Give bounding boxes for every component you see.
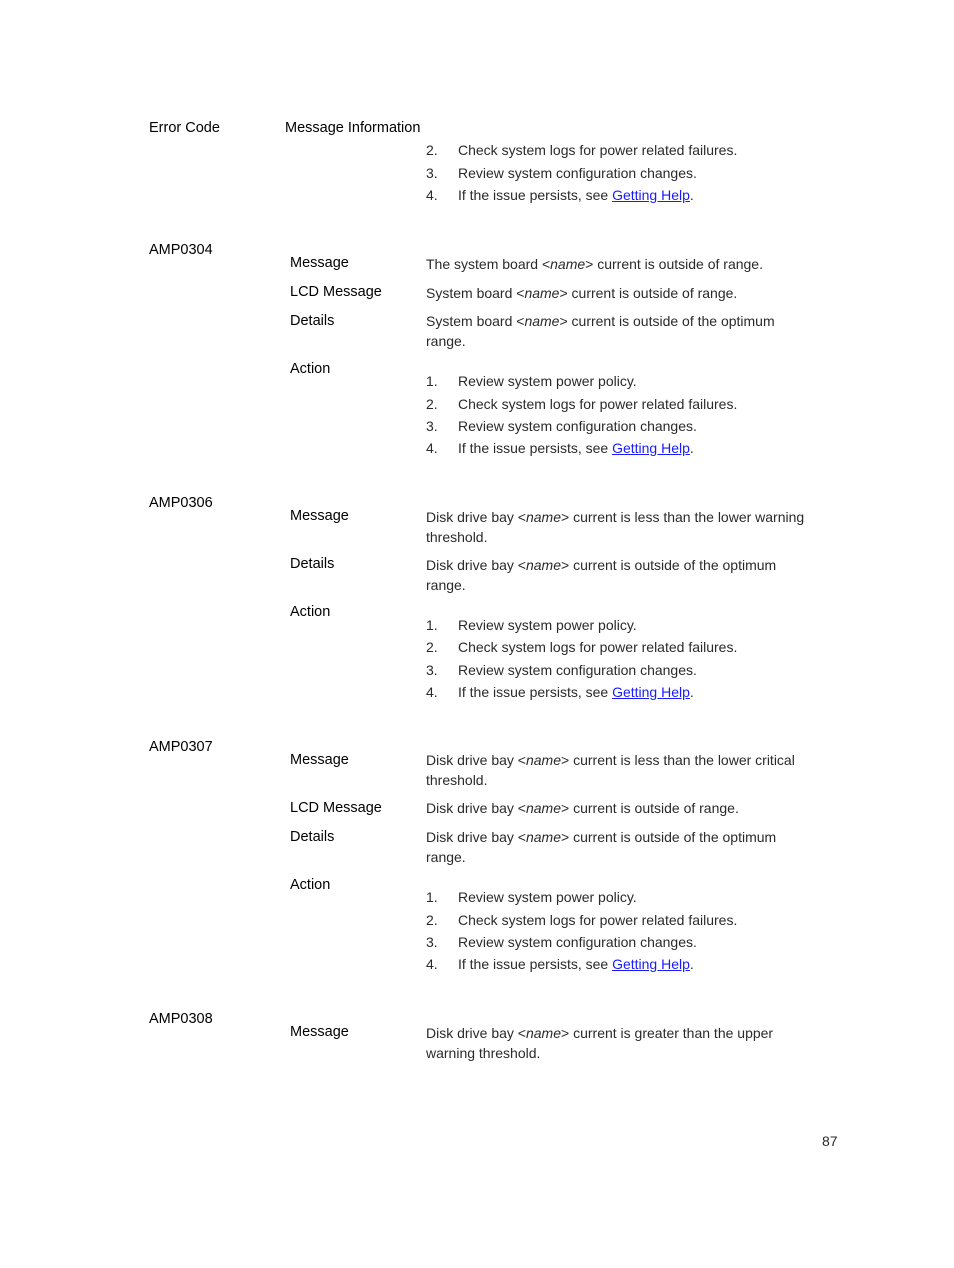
step-text: Check system logs for power related failures.	[458, 639, 738, 655]
field-label-action: Action	[290, 877, 331, 893]
getting-help-link[interactable]: Getting Help	[612, 684, 690, 700]
field-value-message: Disk drive bay <name> current is greater than the upper warning threshold.	[426, 1025, 774, 1061]
step-number: 3.	[426, 934, 438, 950]
step-number: 4.	[426, 187, 438, 203]
step-text: Check system logs for power related failures.	[458, 142, 738, 158]
step-text: Review system configuration changes.	[458, 934, 697, 950]
step-text-after: .	[689, 684, 694, 700]
step-text-with-link	[458, 440, 694, 456]
error-code: AMP0308	[149, 1011, 213, 1027]
step-text: Review system configuration changes.	[458, 165, 697, 181]
field-label-message: Message	[290, 1024, 349, 1040]
step-text: Check system logs for power related failures.	[458, 396, 738, 412]
field-label-details: Details	[290, 829, 335, 845]
getting-help-link[interactable]: Getting Help	[612, 187, 690, 203]
step-text: If the issue persists, see	[458, 187, 613, 203]
field-value-message: Disk drive bay <name> current is less than the lower critical threshold.	[426, 752, 795, 788]
field-label-message: Message	[290, 255, 349, 271]
error-code: AMP0304	[149, 242, 213, 258]
step-text-after: .	[689, 187, 694, 203]
step-text: If the issue persists, see	[458, 440, 613, 456]
field-label-action: Action	[290, 361, 331, 377]
page-number: 87	[822, 1133, 838, 1149]
step-text: Review system power policy.	[458, 617, 637, 633]
step-number: 3.	[426, 662, 438, 678]
step-text: Check system logs for power related failures.	[458, 912, 738, 928]
step-number: 1.	[426, 373, 438, 389]
field-value-message: Disk drive bay <name> current is less than the lower warning threshold.	[426, 509, 805, 545]
field-label-action: Action	[290, 604, 331, 620]
column-header-message-information: Message Information	[285, 120, 421, 136]
step-number: 1.	[426, 889, 438, 905]
step-text-with-link	[458, 187, 694, 203]
field-value-details: Disk drive bay <name> current is outside of the optimum range.	[426, 557, 777, 593]
field-value-details: System board <name> current is outside of the optimum range.	[426, 313, 775, 349]
step-text: Review system power policy.	[458, 889, 637, 905]
step-number: 4.	[426, 684, 438, 700]
step-number: 3.	[426, 165, 438, 181]
field-label-details: Details	[290, 313, 335, 329]
field-value-lcd-message: System board <name> current is outside of range.	[426, 285, 738, 301]
step-text-with-link	[458, 684, 694, 700]
error-code: AMP0306	[149, 495, 213, 511]
step-number: 2.	[426, 912, 438, 928]
step-text: Review system configuration changes.	[458, 418, 697, 434]
step-number: 2.	[426, 142, 438, 158]
field-value-message: The system board <name> current is outside of range.	[426, 256, 763, 272]
step-text: Review system configuration changes.	[458, 662, 697, 678]
step-number: 3.	[426, 418, 438, 434]
field-label-lcd-message: LCD Message	[290, 284, 382, 300]
step-number: 2.	[426, 396, 438, 412]
step-number: 2.	[426, 639, 438, 655]
step-text-with-link	[458, 956, 694, 972]
field-label-lcd-message: LCD Message	[290, 800, 382, 816]
getting-help-link[interactable]: Getting Help	[612, 440, 690, 456]
field-value-details: Disk drive bay <name> current is outside of the optimum range.	[426, 829, 777, 865]
field-value-lcd-message: Disk drive bay <name> current is outside of range.	[426, 800, 739, 816]
step-number: 1.	[426, 617, 438, 633]
step-number: 4.	[426, 440, 438, 456]
step-number: 4.	[426, 956, 438, 972]
column-header-error-code: Error Code	[149, 120, 220, 136]
step-text: Review system power policy.	[458, 373, 637, 389]
step-text: If the issue persists, see	[458, 684, 613, 700]
step-text-after: .	[689, 440, 694, 456]
field-label-details: Details	[290, 556, 335, 572]
getting-help-link[interactable]: Getting Help	[612, 956, 690, 972]
field-label-message: Message	[290, 752, 349, 768]
step-text: If the issue persists, see	[458, 956, 613, 972]
error-code: AMP0307	[149, 739, 213, 755]
field-label-message: Message	[290, 508, 349, 524]
step-text-after: .	[689, 956, 694, 972]
